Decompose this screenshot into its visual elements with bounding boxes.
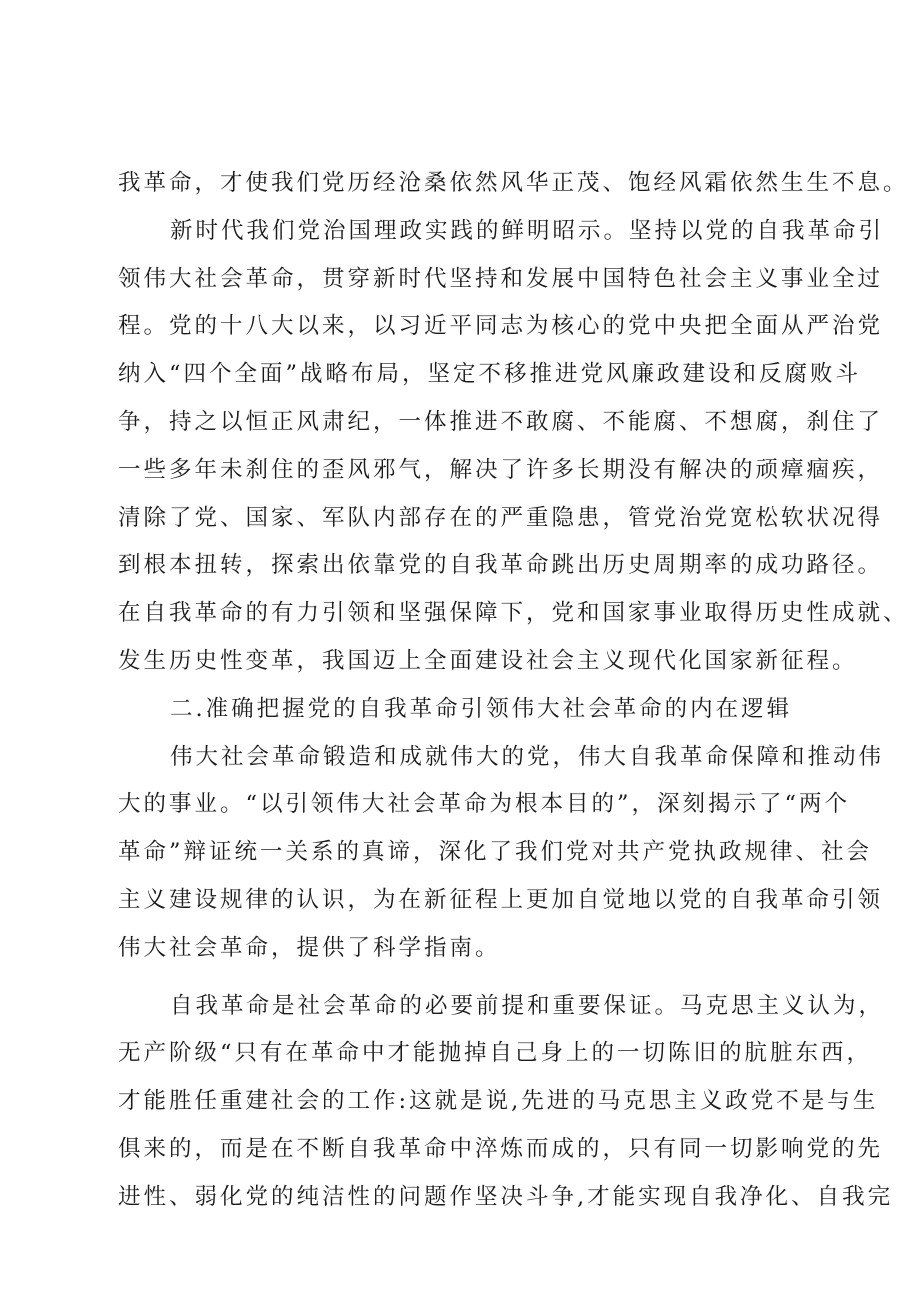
text-line: 主义建设规律的认识，为在新征程上更加自觉地以党的自我革命引领 — [118, 886, 884, 913]
text-line: 清除了党、国家、军队内部存在的严重隐患，管党治党宽松软状况得 — [118, 504, 884, 531]
text-line: 无产阶级“只有在革命中才能抛掉自己身上的一切陈旧的肮脏东西， — [118, 1040, 873, 1067]
text-line: 争，持之以恒正风肃纪，一体推进不敢腐、不能腐、不想腐，刹住了 — [118, 408, 884, 435]
text-line: 进性、弱化党的纯洁性的问题作坚决斗争,才能实现自我净化、自我完 — [118, 1183, 894, 1210]
paragraph-first-line: 自我革命是社会革命的必要前提和重要保证。马克思主义认为， — [170, 992, 885, 1019]
paragraph-first-line: 伟大社会革命锻造和成就伟大的党，伟大自我革命保障和推动伟 — [170, 743, 885, 770]
text-line: 纳入“四个全面”战略布局，坚定不移推进党风廉政建设和反腐败斗 — [118, 361, 862, 388]
text-line: 俱来的，而是在不断自我革命中淬炼而成的，只有同一切影响党的先 — [118, 1135, 884, 1162]
text-line: 一些多年未刹住的歪风邪气，解决了许多长期没有解决的顽瘴痼疾， — [118, 456, 884, 483]
text-line: 我革命，才使我们党历经沧桑依然风华正茂、饱经风霜依然生生不息。 — [118, 170, 909, 196]
text-line: 才能胜任重建社会的工作:这就是说,先进的马克思主义政党不是与生 — [118, 1088, 879, 1115]
text-line: 在自我革命的有力引领和坚强保障下，党和国家事业取得历史性成就、 — [118, 600, 909, 627]
text-line: 到根本扭转，探索出依靠党的自我革命跳出历史周期率的成功路径。 — [118, 552, 884, 579]
document-body — [118, 160, 909, 1222]
text-line: 大的事业。“以引领伟大社会革命为根本目的”，深刻揭示了“两个 — [118, 791, 851, 818]
section-heading: 二.准确把握党的自我革命引领伟大社会革命的内在逻辑 — [170, 695, 793, 722]
text-line: 发生历史性变革，我国迈上全面建设社会主义现代化国家新征程。 — [118, 647, 858, 674]
text-line: 程。党的十八大以来，以习近平同志为核心的党中央把全面从严治党 — [118, 313, 884, 340]
paragraph-first-line: 新时代我们党治国理政实践的鲜明昭示。坚持以党的自我革命引 — [170, 217, 885, 244]
text-line: 领伟大社会革命，贯穿新时代坚持和发展中国特色社会主义事业全过 — [118, 265, 884, 292]
text-line: 伟大社会革命，提供了科学指南。 — [118, 934, 501, 961]
text-line: 革命”辩证统一关系的真谛，深化了我们党对共产党执政规律、社会 — [118, 839, 873, 866]
paragraph-gap — [118, 973, 818, 983]
